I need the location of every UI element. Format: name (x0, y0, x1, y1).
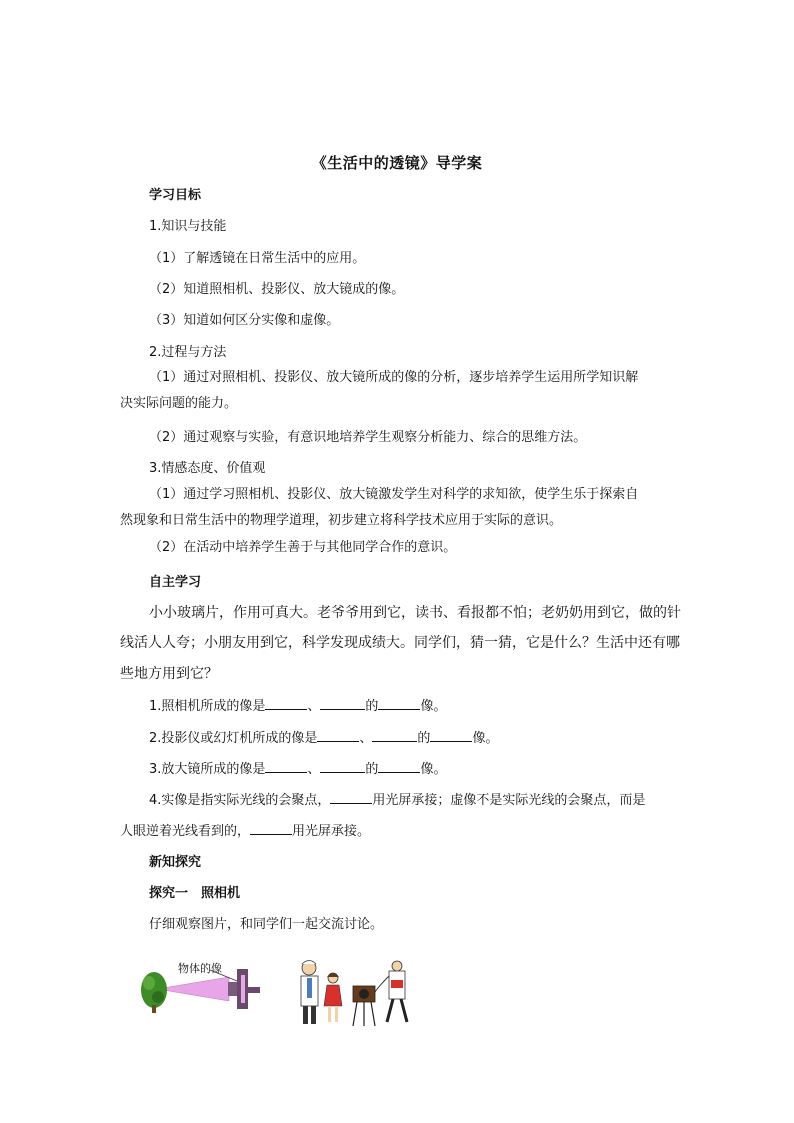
question-4-line-2 (120, 822, 370, 841)
answer-blank[interactable] (265, 760, 307, 773)
riddle-line-3: 些地方用到它？ (120, 666, 218, 682)
answer-blank[interactable] (317, 729, 359, 742)
goals-heading: 学习目标 (149, 188, 202, 203)
riddle-line-2: 线活人人夸；小朋友用到它，科学发现成绩大。同学们，猜一猜，它是什么？生活中还有哪 (120, 635, 680, 651)
self-study-heading: 自主学习 (149, 575, 202, 590)
goal-attitude: 3.情感态度、价值观 (149, 461, 266, 476)
goal-knowledge: 1.知识与技能 (149, 219, 227, 234)
question-4-text-4: 用光屏承接。 (292, 824, 371, 839)
old-camera-icon (353, 986, 375, 1026)
answer-blank[interactable] (430, 729, 472, 742)
man-figure-icon (301, 961, 318, 1025)
question-1 (149, 697, 446, 716)
question-4-text-2: 用光屏承接；虚像不是实际光线的会聚点，而是 (372, 793, 646, 808)
camera-icon (228, 969, 260, 1009)
connector: 的 (365, 699, 379, 714)
question-1-text: 1.照相机所成的像是 (149, 699, 266, 714)
question-3 (149, 760, 446, 779)
light-cone (157, 977, 229, 1001)
answer-blank[interactable] (372, 729, 417, 742)
answer-blank[interactable] (320, 697, 365, 710)
answer-blank[interactable] (250, 822, 292, 835)
separator: 、 (307, 762, 321, 777)
page-title: 《生活中的透镜》导学案 (311, 154, 483, 172)
people-with-camera-illustration (297, 958, 417, 1030)
question-4-text-3: 人眼逆着光线看到的， (120, 824, 251, 839)
answer-blank[interactable] (320, 760, 365, 773)
goal-knowledge-1: （1）了解透镜在日常生活中的应用。 (149, 251, 366, 266)
goal-attitude-1a: （1）通过学习照相机、投影仪、放大镜激发学生对科学的求知欲，使学生乐于探索自 (149, 487, 639, 502)
question-4-line-1 (149, 791, 645, 810)
goal-process-1a: （1）通过对照相机、投影仪、放大镜所成的像的分析，逐步培养学生运用所学知识解 (149, 370, 639, 385)
connector: 的 (365, 762, 379, 777)
connector: 的 (417, 731, 431, 746)
figure-caption: 物体的像 (178, 962, 222, 975)
separator: 、 (359, 731, 373, 746)
separator: 、 (307, 699, 321, 714)
question-2-text: 2.投影仪或幻灯机所成的像是 (149, 731, 318, 746)
suffix: 像。 (472, 731, 499, 746)
observe-instruction: 仔细观察图片，和同学们一起交流讨论。 (149, 917, 384, 932)
goal-attitude-2: （2）在活动中培养学生善于与其他同学合作的意识。 (149, 540, 457, 555)
suffix: 像。 (420, 762, 447, 777)
answer-blank[interactable] (265, 697, 307, 710)
suffix: 像。 (420, 699, 447, 714)
goal-attitude-1b: 然现象和日常生活中的物理学道理，初步建立将科学技术应用于实际的意识。 (120, 513, 563, 528)
photographer-figure-icon (375, 961, 407, 1022)
goal-process: 2.过程与方法 (149, 345, 227, 360)
girl-figure-icon (324, 973, 342, 1022)
new-knowledge-heading: 新知探究 (149, 855, 202, 870)
explore-one-heading: 探究一 照相机 (149, 886, 241, 901)
question-2 (149, 729, 498, 748)
riddle-line-1: 小小玻璃片，作用可真大。老爷爷用到它，读书、看报都不怕；老奶奶用到它，做的针 (149, 605, 681, 621)
goal-process-1b: 决实际问题的能力。 (120, 396, 238, 411)
answer-blank[interactable] (378, 760, 420, 773)
question-3-text: 3.放大镜所成的像是 (149, 762, 266, 777)
answer-blank[interactable] (330, 791, 372, 804)
goal-knowledge-3: （3）知道如何区分实像和虚像。 (149, 313, 340, 328)
goal-knowledge-2: （2）知道照相机、投影仪、放大镜成的像。 (149, 282, 405, 297)
answer-blank[interactable] (378, 697, 420, 710)
goal-process-2: （2）通过观察与实验，有意识地培养学生观察分析能力、综合的思维方法。 (149, 430, 587, 445)
tree-icon (141, 972, 167, 1013)
question-4-text: 4.实像是指实际光线的会聚点， (149, 793, 331, 808)
